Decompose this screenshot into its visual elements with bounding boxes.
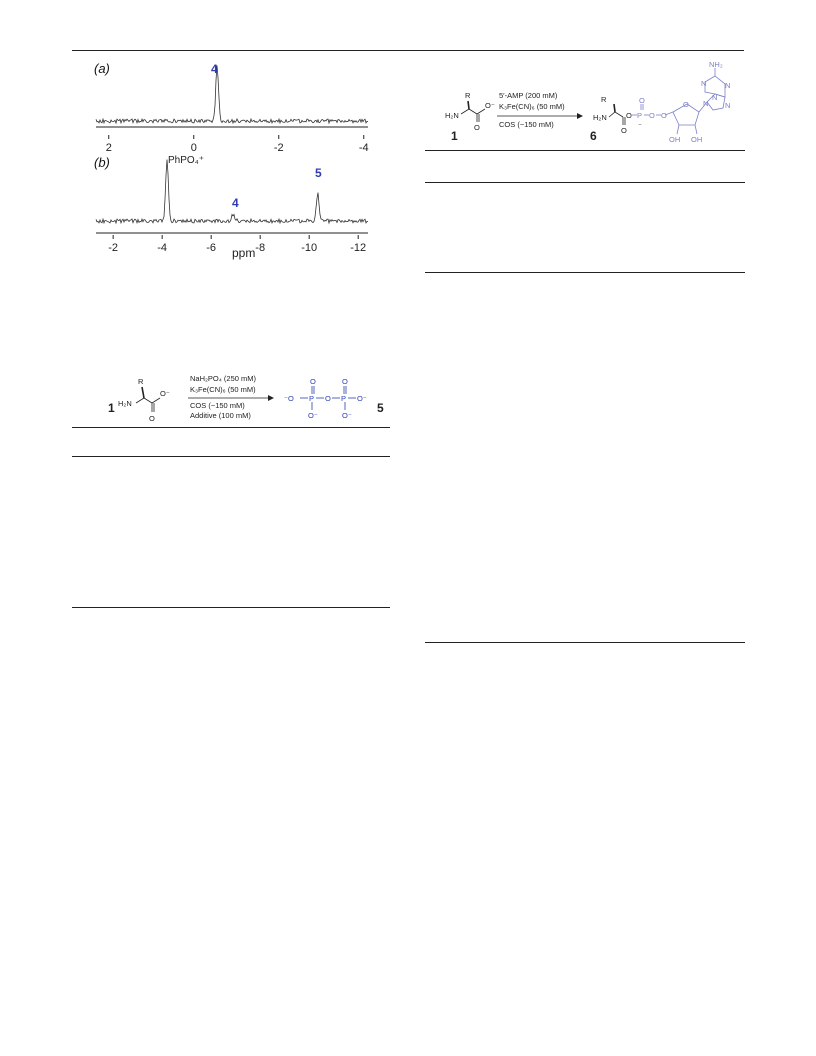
condition-3: COS (~150 mM) (499, 120, 554, 129)
spectrum-a-trace (96, 66, 368, 124)
svg-text:P: P (341, 394, 347, 403)
scheme-right-drawing (425, 62, 745, 150)
svg-text:⁻: ⁻ (638, 121, 642, 130)
x-tick-label: -4 (157, 242, 168, 254)
scheme-left (100, 368, 390, 428)
peak-a-label: 4 (211, 62, 218, 76)
svg-text:H₂N: H₂N (593, 113, 607, 122)
nmr-figure (80, 55, 380, 265)
reactant-number: 1 (451, 129, 458, 143)
svg-text:O: O (325, 394, 331, 403)
svg-text:P: P (637, 111, 643, 120)
nmr-chart (80, 55, 380, 265)
table-right-bottom-rule (425, 642, 745, 643)
reactant-anion: O⁻ (160, 389, 170, 398)
nh2: NH₂ (709, 62, 723, 69)
product-number: 5 (377, 401, 384, 415)
reactant-carbonyl: O (474, 123, 480, 132)
table-right-header-rule (425, 182, 745, 183)
svg-text:O: O (342, 377, 348, 386)
table-right-top-rule (425, 150, 745, 151)
x-tick-label: -6 (206, 242, 217, 254)
oh-2: OH (691, 135, 703, 144)
condition-2: K₃Fe(CN)₆ (50 mM) (499, 102, 565, 111)
condition-4: Additive (100 mM) (190, 411, 251, 420)
condition-1: 5′-AMP (200 mM) (499, 91, 558, 100)
x-tick-label: -12 (350, 242, 367, 254)
x-tick-label: -2 (108, 242, 119, 254)
x-tick-label: -4 (358, 142, 369, 154)
svg-text:O⁻: O⁻ (308, 411, 318, 420)
x-tick-label: -2 (273, 142, 284, 154)
svg-text:N: N (703, 99, 709, 108)
reactant-amine: H₂N (118, 399, 132, 408)
svg-text:O⁻: O⁻ (357, 394, 367, 403)
panel-a-label: (a) (94, 61, 110, 76)
reactant-R: R (465, 91, 471, 100)
x-axis-label: ppm (232, 246, 256, 260)
reactant-number: 1 (108, 401, 115, 415)
condition-2: K₃Fe(CN)₆ (50 mM) (190, 385, 256, 394)
reactant-R: R (138, 377, 144, 386)
reactant-carbonyl: O (149, 414, 155, 423)
x-tick-label: 2 (105, 142, 112, 154)
header-rule (72, 50, 744, 51)
reactant-anion: O⁻ (485, 101, 495, 110)
table-right-mid-rule (425, 272, 745, 273)
table-left-bottom-rule (72, 607, 390, 608)
svg-text:N: N (712, 93, 718, 102)
svg-text:⁻O: ⁻O (284, 394, 294, 403)
axis-a-ticks (106, 135, 369, 154)
x-tick-label: 0 (190, 142, 197, 154)
svg-text:O: O (661, 111, 667, 120)
oh-1: OH (669, 135, 681, 144)
svg-text:N: N (725, 81, 731, 90)
svg-text:P: P (309, 394, 315, 403)
svg-text:O: O (621, 126, 627, 135)
scheme-right (425, 62, 745, 150)
reactant-amine: H₂N (445, 111, 459, 120)
svg-text:N: N (701, 79, 707, 88)
svg-text:R: R (601, 95, 607, 104)
spectrum-b-trace (96, 160, 368, 224)
scheme-left-drawing (100, 368, 390, 428)
svg-text:N: N (725, 101, 731, 110)
peak-5-label: 5 (315, 166, 322, 180)
table-left-header-rule (72, 456, 390, 457)
svg-text:O: O (626, 111, 632, 120)
svg-text:O: O (649, 111, 655, 120)
svg-text:O: O (639, 96, 645, 105)
svg-text:O⁻: O⁻ (342, 411, 352, 420)
table-left-top-rule (72, 427, 390, 428)
condition-1: NaH₂PO₄ (250 mM) (190, 374, 256, 383)
panel-b-label: (b) (94, 155, 110, 170)
svg-text:O: O (310, 377, 316, 386)
condition-3: COS (~150 mM) (190, 401, 245, 410)
x-tick-label: -8 (255, 242, 266, 254)
peak-4-label: 4 (232, 196, 239, 210)
product-number: 6 (590, 129, 597, 143)
x-tick-label: -10 (301, 242, 318, 254)
peak-ref-label: PhPO₄⁺ (168, 155, 205, 166)
svg-text:O: O (683, 100, 689, 109)
